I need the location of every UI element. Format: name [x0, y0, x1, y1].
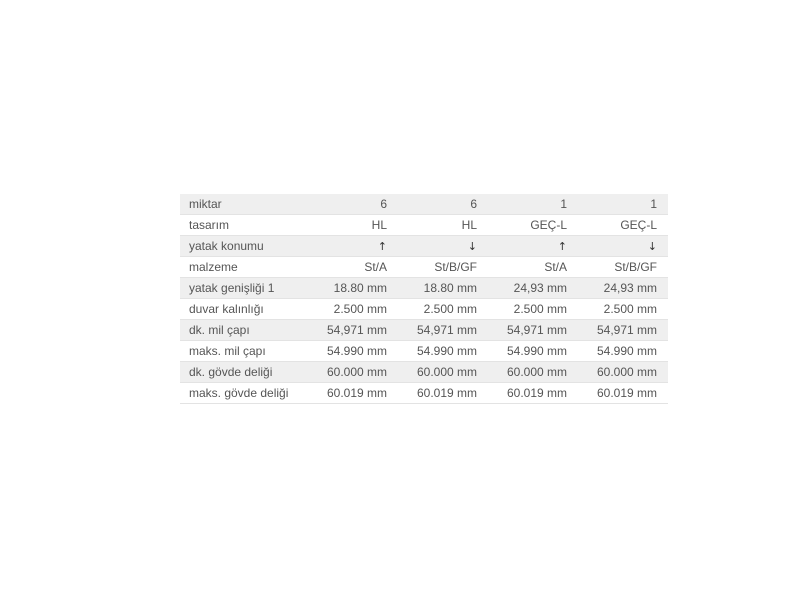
table-cell: 18.80 mm: [307, 278, 397, 299]
arrow-up-icon: ↑: [557, 240, 567, 253]
table-cell: HL: [397, 215, 487, 236]
table-cell: 60.000 mm: [487, 362, 577, 383]
table-cell: GEÇ-L: [487, 215, 577, 236]
row-label: duvar kalınlığı: [180, 299, 307, 320]
table-cell: [577, 236, 668, 257]
table-cell: HL: [307, 215, 397, 236]
table-cell: 18.80 mm: [397, 278, 487, 299]
table-cell: 60.000 mm: [577, 362, 668, 383]
row-label: dk. gövde deliği: [180, 362, 307, 383]
table-cell: St/A: [307, 257, 397, 278]
table-cell: 54.990 mm: [307, 341, 397, 362]
arrow-down-icon: ↓: [647, 240, 657, 253]
table-row-maks-mil-capi: [180, 341, 668, 362]
table-cell: 1: [487, 194, 577, 215]
table-cell: St/A: [487, 257, 577, 278]
arrow-down-icon: ↓: [467, 240, 477, 253]
table-cell: 60.000 mm: [307, 362, 397, 383]
table-cell: GEÇ-L: [577, 215, 668, 236]
table-cell: 54.990 mm: [577, 341, 668, 362]
bearing-spec-table: [180, 194, 668, 404]
table-row-dk-govde-deligi: [180, 362, 668, 383]
table-cell: 6: [307, 194, 397, 215]
arrow-up-icon: ↑: [377, 240, 387, 253]
table-cell: [487, 236, 577, 257]
row-label: maks. gövde deliği: [180, 383, 307, 404]
table-row-duvar-kalinligi: [180, 299, 668, 320]
row-label: maks. mil çapı: [180, 341, 307, 362]
row-label: tasarım: [180, 215, 307, 236]
table-cell: 6: [397, 194, 487, 215]
row-label: miktar: [180, 194, 307, 215]
table-cell: 24,93 mm: [487, 278, 577, 299]
table-cell: St/B/GF: [397, 257, 487, 278]
table-row-yatak-genisligi: [180, 278, 668, 299]
table-row-miktar: [180, 194, 668, 215]
table-row-malzeme: [180, 257, 668, 278]
table-cell: 60.019 mm: [487, 383, 577, 404]
table-row-yatak-konumu: [180, 236, 668, 257]
table-cell: [307, 236, 397, 257]
row-label: yatak genişliği 1: [180, 278, 307, 299]
table-cell: 60.019 mm: [577, 383, 668, 404]
table-cell: 2.500 mm: [397, 299, 487, 320]
table-cell: 54,971 mm: [577, 320, 668, 341]
table-cell: 54,971 mm: [307, 320, 397, 341]
table-cell: 54,971 mm: [487, 320, 577, 341]
table-cell: 24,93 mm: [577, 278, 668, 299]
row-label: dk. mil çapı: [180, 320, 307, 341]
table-cell: 2.500 mm: [487, 299, 577, 320]
table-row-dk-mil-capi: [180, 320, 668, 341]
table-cell: 54,971 mm: [397, 320, 487, 341]
table-cell: 60.019 mm: [397, 383, 487, 404]
table-cell: 2.500 mm: [577, 299, 668, 320]
table-cell: 54.990 mm: [397, 341, 487, 362]
table-cell: 2.500 mm: [307, 299, 397, 320]
row-label: malzeme: [180, 257, 307, 278]
table-cell: 1: [577, 194, 668, 215]
table-cell: St/B/GF: [577, 257, 668, 278]
row-label: yatak konumu: [180, 236, 307, 257]
table-row-maks-govde-deligi: [180, 383, 668, 404]
table-cell: 60.019 mm: [307, 383, 397, 404]
table-cell: [397, 236, 487, 257]
table-cell: 54.990 mm: [487, 341, 577, 362]
table-cell: 60.000 mm: [397, 362, 487, 383]
table-row-tasarim: [180, 215, 668, 236]
